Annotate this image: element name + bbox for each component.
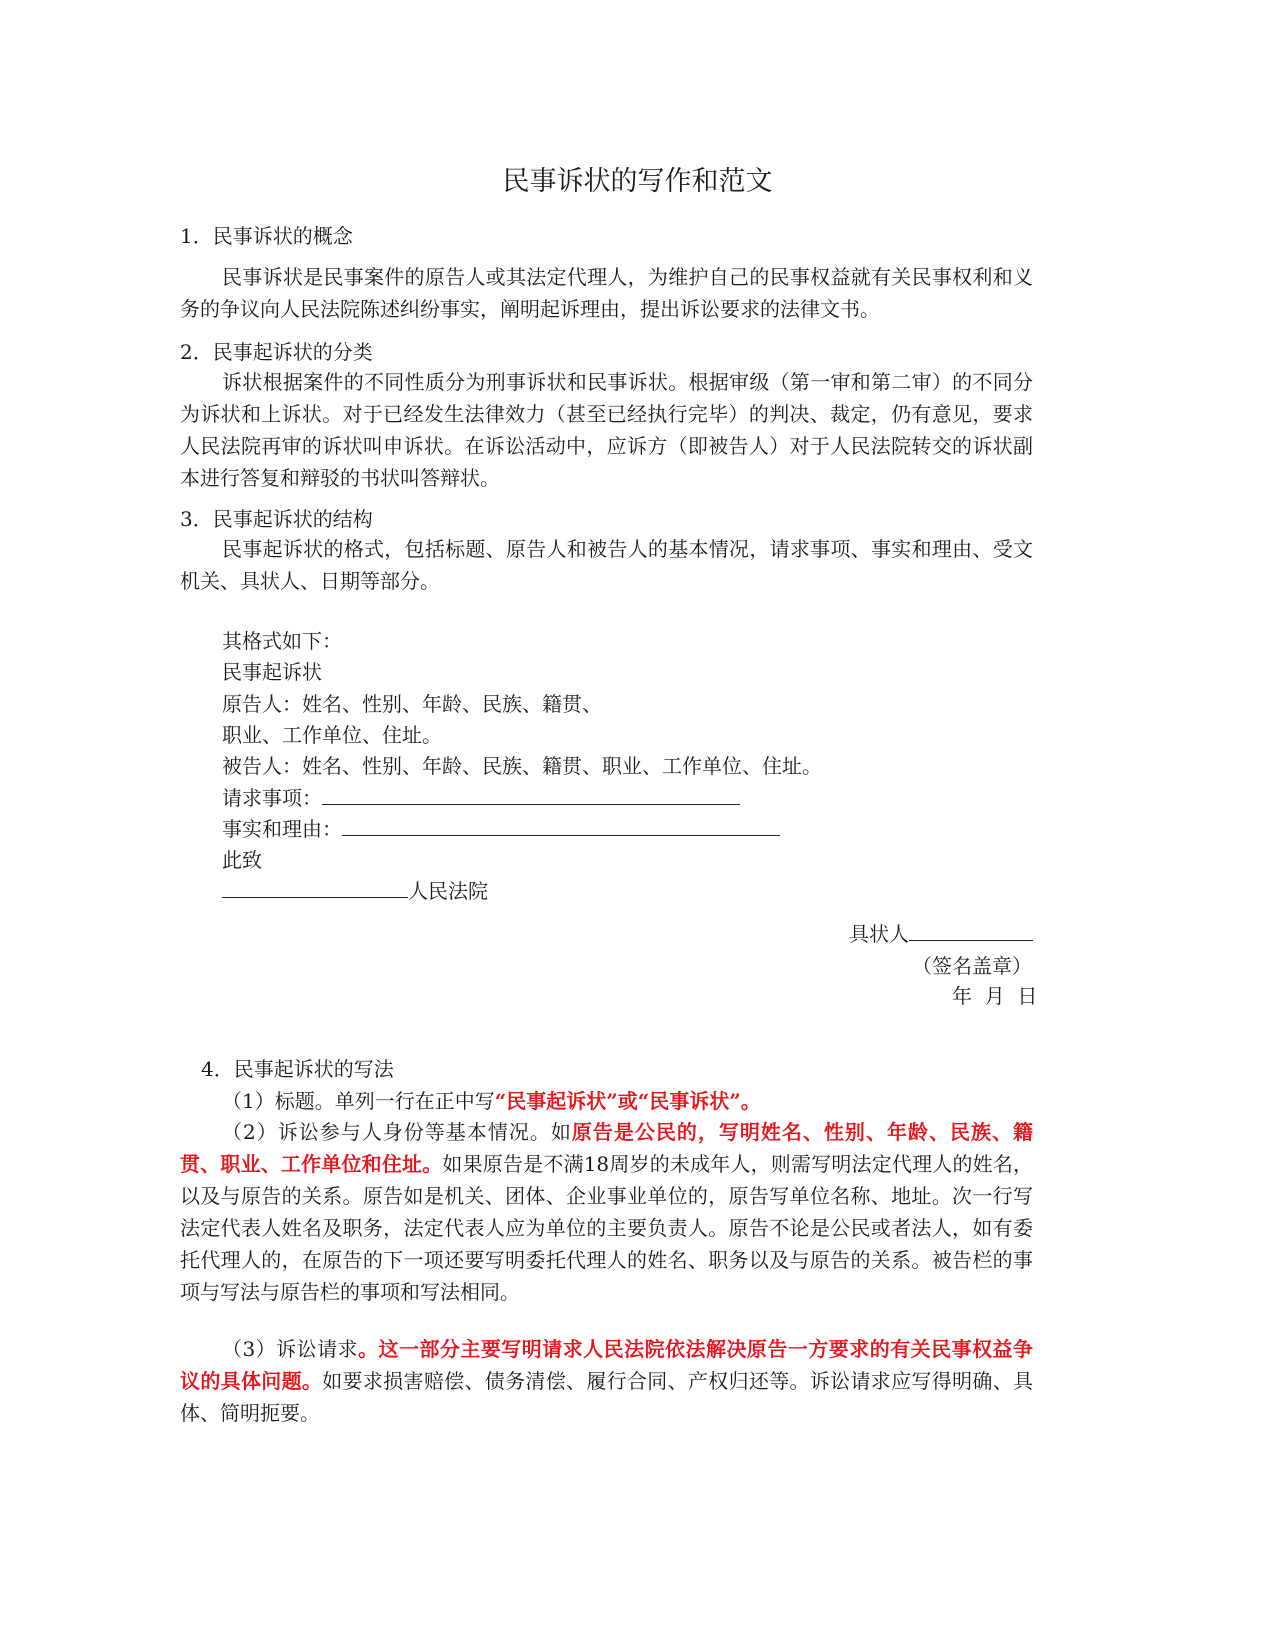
section-1-paragraph: 民事诉状是民事案件的原告人或其法定代理人，为维护自己的民事权益就有关民事权利和义务的争议向人民法院陈述纠纷事实，阐明起诉理由，提出诉讼要求的法律文书。 — [180, 265, 1033, 321]
item-3-text: （3）诉讼请求 — [222, 1337, 359, 1361]
date-line: 年 月 日 — [952, 984, 1038, 1008]
page-title: 民事诉状的写作和范文 — [502, 166, 773, 197]
court-blank — [222, 875, 408, 898]
item-3 — [180, 1333, 1033, 1429]
facts-label: 事实和理由： — [222, 817, 342, 841]
plaintiff-line-1: 原告人：姓名、性别、年龄、民族、籍贯、 — [222, 692, 602, 716]
format-intro: 其格式如下： — [222, 629, 342, 653]
signer-blank — [909, 918, 1033, 941]
section-3-paragraph: 民事起诉状的格式，包括标题、原告人和被告人的基本情况，请求事项、事实和理由、受文机关、具状人、日期等部分。 — [180, 537, 1033, 593]
facts-blank — [342, 813, 780, 836]
form-title: 民事起诉状 — [222, 660, 322, 684]
facts-line — [222, 813, 780, 845]
item-1-highlight: “民事起诉状”或“民事诉状”。 — [494, 1089, 761, 1113]
court-line — [222, 875, 488, 907]
section-2-paragraph: 诉状根据案件的不同性质分为刑事诉状和民事诉状。根据审级（第一审和第二审）的不同分为诉状和上诉状。对于已经发生法律效力（甚至已经执行完毕）的判决、裁定，仍有意见，要求人民法院再审的诉状叫申诉状。在诉讼活动中，应诉方（即被告人）对于人民法院转交的诉状副本进行答复和辩驳的书状叫答辩状。 — [180, 370, 1033, 490]
item-1-text: （1）标题。单列一行在正中写 — [222, 1089, 495, 1113]
signer-line — [849, 918, 1033, 950]
item-1 — [222, 1085, 761, 1117]
defendant-line: 被告人：姓名、性别、年龄、民族、籍贯、职业、工作单位、住址。 — [222, 754, 822, 778]
section-2-heading: 2．民事起诉状的分类 — [180, 340, 373, 364]
request-blank — [322, 782, 740, 805]
salutation: 此致 — [222, 848, 262, 872]
section-4-heading: 4．民事起诉状的写法 — [201, 1057, 394, 1081]
signer-label: 具状人 — [849, 922, 909, 946]
item-2-text: （2）诉讼参与人身份等基本情况。如 — [222, 1120, 572, 1144]
section-1-heading: 1．民事诉状的概念 — [180, 224, 353, 248]
item-2-body: 如果原告是不满18周岁的未成年人，则需写明法定代理人的姓名，以及与原告的关系。原告如是机关、团体、企业事业单位的，原告写单位名称、地址。次一行写法定代表人姓名及职务，法定代表人应为单位的主要负责人。原告不论是公民或者法人，如有委托代理人的，在原告的下一项还要写明委托代理人的姓名、职务以及与原告的关系。被告栏的事项与写法与原告栏的事项和写法相同。 — [180, 1152, 1034, 1304]
item-3-body: 如要求损害赔偿、债务清偿、履行合同、产权归还等。诉讼请求应写得明确、具体、简明扼要。 — [180, 1369, 1034, 1425]
plaintiff-line-2: 职业、工作单位、住址。 — [222, 723, 442, 747]
request-line — [222, 782, 740, 814]
request-label: 请求事项： — [222, 786, 322, 810]
sign-note: （签名盖章） — [912, 954, 1032, 978]
court-label: 人民法院 — [408, 879, 488, 903]
item-2 — [180, 1116, 1033, 1308]
item-2-highlight: 原告是公民的，写明姓名、性别、年龄、民族、籍贯、职业、工作单位和住址。 — [180, 1120, 1033, 1176]
item-3-highlight: 。这一部分主要写明请求人民法院依法解决原告一方要求的有关民事权益争议的具体问题。 — [180, 1337, 1034, 1393]
section-3-heading: 3．民事起诉状的结构 — [180, 507, 373, 531]
